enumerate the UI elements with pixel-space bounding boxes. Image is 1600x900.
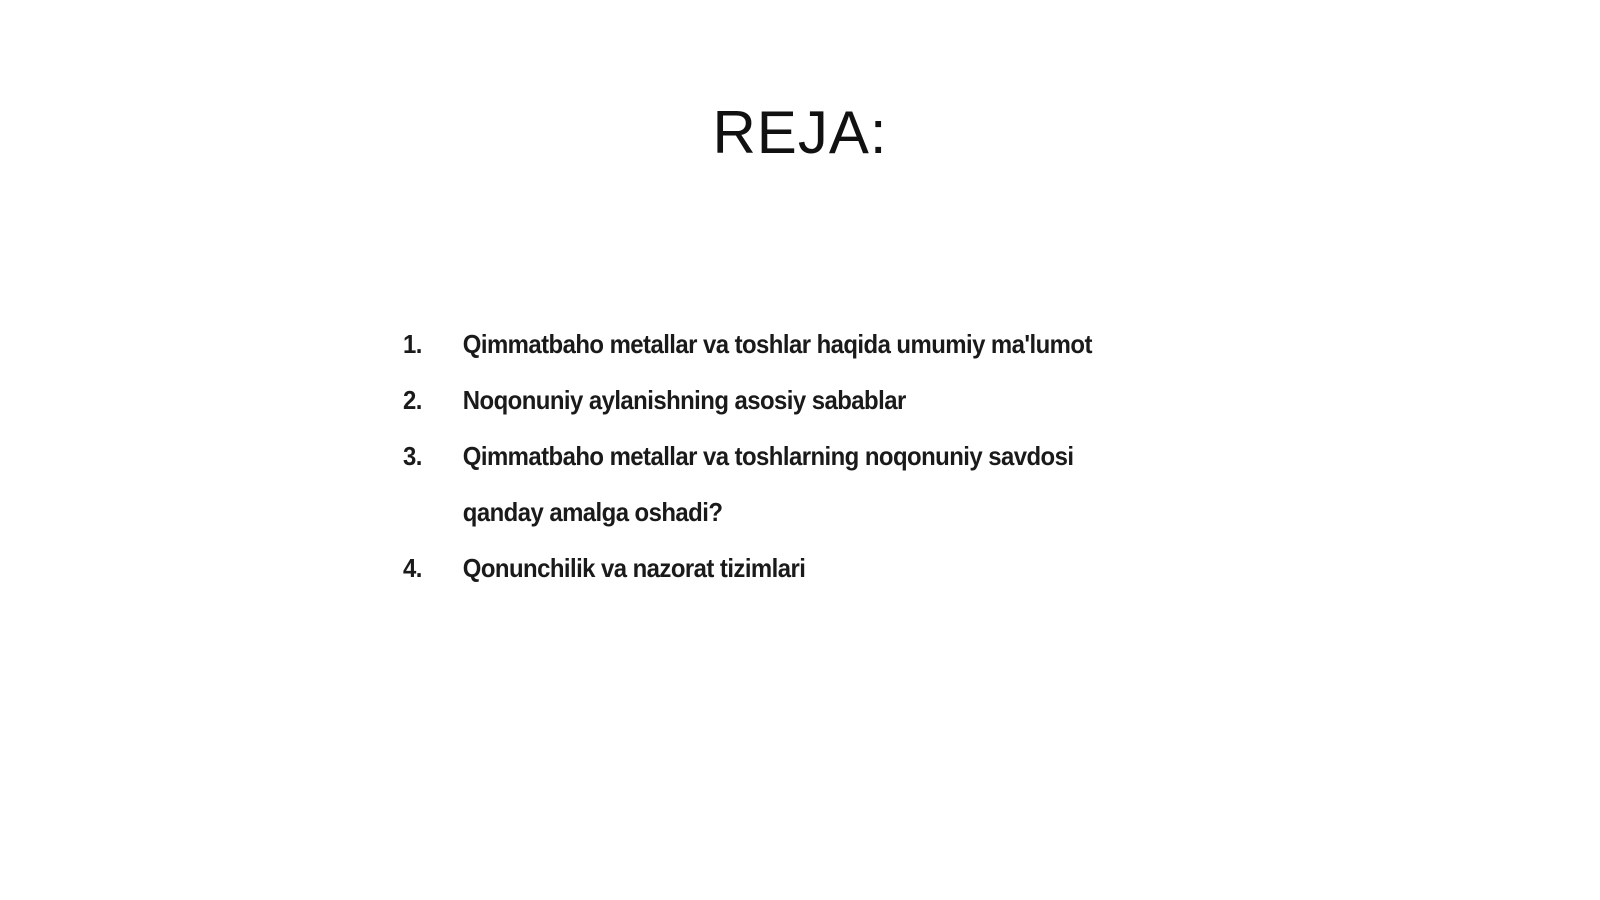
plan-item-line: Noqonuniy aylanishning asosiy sabablar (462, 385, 906, 415)
slide-title: REJA: (712, 99, 888, 166)
plan-item-line: Qimmatbaho metallar va toshlar haqida umumiy ma'lumot (462, 329, 1092, 359)
plan-item-number: 2. (403, 385, 422, 415)
plan-item-3 (403, 428, 1139, 540)
plan-item-1 (403, 316, 1139, 372)
plan-item-number: 3. (403, 441, 422, 471)
plan-item-text (463, 428, 1139, 540)
plan-item-text (463, 540, 1139, 596)
plan-item-4 (403, 540, 1139, 596)
plan-list (403, 316, 1203, 596)
plan-item-number: 1. (403, 329, 422, 359)
plan-item-text (463, 316, 1139, 372)
plan-item-number: 4. (403, 553, 422, 583)
plan-item-line: qanday amalga oshadi? (462, 497, 723, 527)
plan-item-line: Qonunchilik va nazorat tizimlari (462, 553, 806, 583)
plan-item-2 (403, 372, 1139, 428)
plan-item-line: Qimmatbaho metallar va toshlarning noqonuniy savdosi (462, 441, 1074, 471)
plan-item-text (463, 372, 1139, 428)
